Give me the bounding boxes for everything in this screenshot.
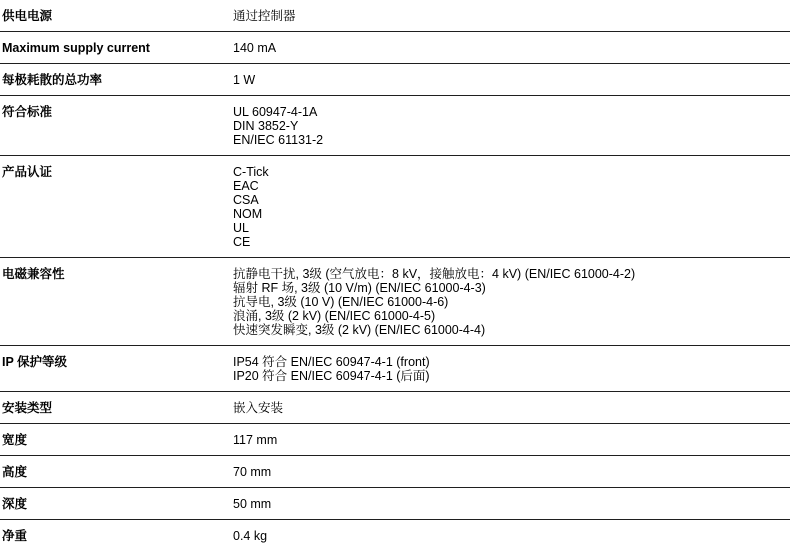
row-value bbox=[233, 355, 790, 383]
row-value bbox=[233, 401, 790, 415]
row-label: 产品认证 bbox=[2, 165, 53, 179]
table-row bbox=[0, 156, 790, 258]
row-label: Maximum supply current bbox=[2, 41, 150, 55]
row-value-line: 抗导电, 3级 (10 V) (EN/IEC 61000-4-6) bbox=[233, 295, 449, 309]
row-value bbox=[233, 105, 790, 147]
table-row bbox=[0, 424, 790, 456]
row-label: 符合标准 bbox=[2, 105, 53, 119]
row-value bbox=[233, 497, 790, 511]
row-value-line: NOM bbox=[233, 207, 263, 221]
table-row bbox=[0, 456, 790, 488]
row-value-line: 抗静电干扰, 3级 (空气放电：8 kV，接触放电：4 kV) (EN/IEC 61000-4-2) bbox=[233, 267, 636, 281]
row-value-line: UL bbox=[233, 221, 249, 235]
row-value-line: 50 mm bbox=[233, 497, 272, 511]
row-value-line: 140 mA bbox=[233, 41, 277, 55]
row-value-line: 0.4 kg bbox=[233, 529, 268, 543]
row-value-line: 1 W bbox=[233, 73, 256, 87]
row-value-line: 70 mm bbox=[233, 465, 272, 479]
table-row bbox=[0, 520, 790, 551]
row-value-line: IP20 符合 EN/IEC 60947-4-1 (后面) bbox=[233, 369, 430, 383]
table-row bbox=[0, 32, 790, 64]
row-value-line: UL 60947-4-1A bbox=[233, 105, 318, 119]
row-value bbox=[233, 267, 790, 337]
table-row bbox=[0, 64, 790, 96]
table-row bbox=[0, 0, 790, 32]
row-value-line: IP54 符合 EN/IEC 60947-4-1 (front) bbox=[233, 355, 430, 369]
row-value-line: 辐射 RF 场, 3级 (10 V/m) (EN/IEC 61000-4-3) bbox=[233, 281, 486, 295]
row-value-line: CSA bbox=[233, 193, 259, 207]
table-row bbox=[0, 346, 790, 392]
row-label: 宽度 bbox=[2, 433, 28, 447]
row-value bbox=[233, 41, 790, 55]
row-label: 高度 bbox=[2, 465, 28, 479]
row-value-line: EN/IEC 61131-2 bbox=[233, 133, 324, 147]
row-value-line: EAC bbox=[233, 179, 259, 193]
row-value bbox=[233, 73, 790, 87]
row-label: 供电电源 bbox=[2, 9, 53, 23]
row-value bbox=[233, 165, 790, 249]
row-label: 电磁兼容性 bbox=[2, 267, 65, 281]
row-value-line: CE bbox=[233, 235, 251, 249]
table-row bbox=[0, 258, 790, 346]
row-value-line: 浪涌, 3级 (2 kV) (EN/IEC 61000-4-5) bbox=[233, 309, 436, 323]
table-row bbox=[0, 96, 790, 156]
row-value-line: 117 mm bbox=[233, 433, 278, 447]
row-value bbox=[233, 433, 790, 447]
row-value-line: DIN 3852-Y bbox=[233, 119, 299, 133]
row-label: 每极耗散的总功率 bbox=[2, 73, 103, 87]
row-value-line: 嵌入安装 bbox=[233, 401, 284, 415]
row-label: 净重 bbox=[2, 529, 28, 543]
row-value bbox=[233, 529, 790, 543]
row-value bbox=[233, 465, 790, 479]
row-value-line: C-Tick bbox=[233, 165, 269, 179]
table-row bbox=[0, 392, 790, 424]
row-value bbox=[233, 9, 790, 23]
row-label: IP 保护等级 bbox=[2, 355, 68, 369]
row-label: 安装类型 bbox=[2, 401, 53, 415]
row-value-line: 快速突发瞬变, 3级 (2 kV) (EN/IEC 61000-4-4) bbox=[233, 323, 486, 337]
row-value-line: 通过控制器 bbox=[233, 9, 296, 23]
table-row bbox=[0, 488, 790, 520]
row-label: 深度 bbox=[2, 497, 28, 511]
